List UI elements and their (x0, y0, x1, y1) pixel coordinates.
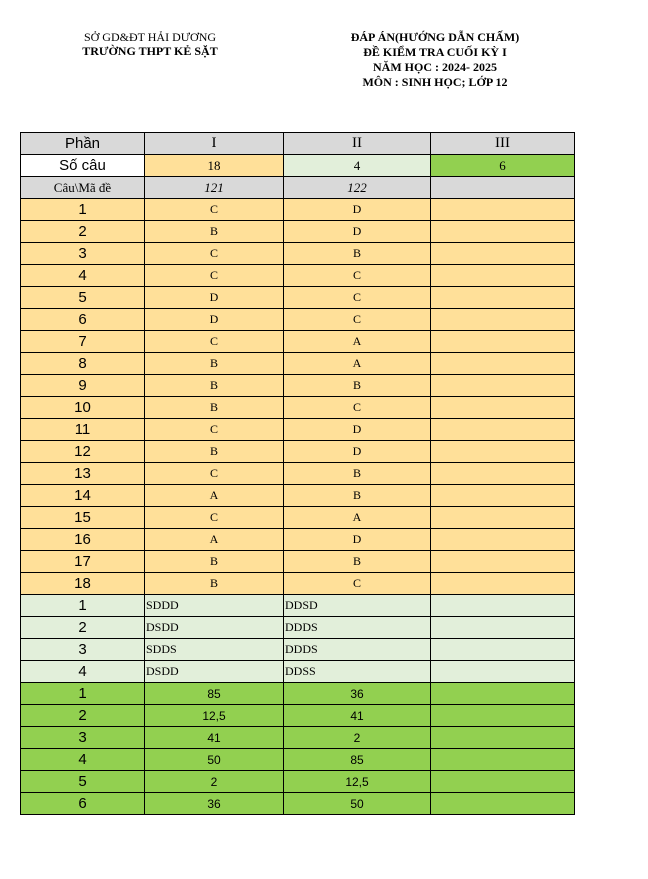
question-number-cell: 4 (21, 661, 145, 683)
answer-cell: C (284, 573, 431, 595)
answer-cell: C (145, 265, 284, 287)
answer-cell (431, 331, 575, 353)
exam-header (290, 30, 580, 90)
answer-row (21, 771, 575, 793)
answer-cell (431, 705, 575, 727)
header-cell: Phần (21, 133, 145, 155)
exam-code-cell (431, 177, 575, 199)
count-cell: 18 (145, 155, 284, 177)
answer-cell (431, 441, 575, 463)
answer-cell: 50 (145, 749, 284, 771)
question-number-cell: 5 (21, 771, 145, 793)
question-number-cell: 4 (21, 265, 145, 287)
answer-cell: SDDS (145, 639, 284, 661)
answer-row (21, 199, 575, 221)
answer-cell (431, 683, 575, 705)
answer-row (21, 727, 575, 749)
answer-cell (431, 551, 575, 573)
answer-cell (431, 661, 575, 683)
answer-row (21, 243, 575, 265)
answer-cell: C (284, 287, 431, 309)
answer-cell: A (284, 507, 431, 529)
answer-cell (431, 419, 575, 441)
answer-cell: D (284, 529, 431, 551)
answer-row (21, 705, 575, 727)
question-number-cell: 2 (21, 705, 145, 727)
answer-cell (431, 771, 575, 793)
answer-cell: D (284, 441, 431, 463)
answer-cell: D (284, 419, 431, 441)
answer-row (21, 485, 575, 507)
question-number-cell: 8 (21, 353, 145, 375)
answer-cell (431, 375, 575, 397)
question-number-cell: 7 (21, 331, 145, 353)
question-number-cell: 11 (21, 419, 145, 441)
question-number-cell: 3 (21, 639, 145, 661)
answer-cell (431, 287, 575, 309)
row-label: Số câu (21, 155, 145, 177)
answer-cell: 85 (145, 683, 284, 705)
answer-cell: B (284, 463, 431, 485)
answer-cell: B (145, 551, 284, 573)
question-number-cell: 4 (21, 749, 145, 771)
answer-cell (431, 463, 575, 485)
answer-row (21, 265, 575, 287)
question-number-cell: 1 (21, 595, 145, 617)
answer-row (21, 397, 575, 419)
question-number-cell: 12 (21, 441, 145, 463)
answer-cell: 41 (145, 727, 284, 749)
answer-row (21, 507, 575, 529)
answer-cell: 41 (284, 705, 431, 727)
answer-cell: B (284, 243, 431, 265)
answer-cell: D (284, 221, 431, 243)
answer-cell (431, 617, 575, 639)
answer-cell: 36 (284, 683, 431, 705)
exam-code-row (21, 177, 575, 199)
question-number-cell: 1 (21, 199, 145, 221)
answer-cell: DDSD (284, 595, 431, 617)
exam-code-cell: 121 (145, 177, 284, 199)
answer-cell: C (145, 463, 284, 485)
answer-cell: C (145, 199, 284, 221)
answer-cell: DSDD (145, 617, 284, 639)
answer-cell: 36 (145, 793, 284, 815)
answer-cell: C (284, 309, 431, 331)
question-number-cell: 14 (21, 485, 145, 507)
answer-row (21, 419, 575, 441)
question-number-cell: 15 (21, 507, 145, 529)
answer-cell: DSDD (145, 661, 284, 683)
answer-key-table (20, 132, 575, 815)
answer-cell: B (284, 485, 431, 507)
answer-cell (431, 265, 575, 287)
question-number-cell: 5 (21, 287, 145, 309)
answer-cell: C (145, 331, 284, 353)
answer-cell (431, 573, 575, 595)
answer-cell: A (145, 529, 284, 551)
question-count-row (21, 155, 575, 177)
answer-cell (431, 221, 575, 243)
answer-cell: 50 (284, 793, 431, 815)
exam-code-cell: 122 (284, 177, 431, 199)
answer-row (21, 331, 575, 353)
answer-cell: D (145, 309, 284, 331)
answer-cell (431, 639, 575, 661)
header-cell: III (431, 133, 575, 155)
answer-cell: SDDD (145, 595, 284, 617)
answer-cell: C (284, 397, 431, 419)
answer-row (21, 221, 575, 243)
answer-row (21, 661, 575, 683)
answer-row (21, 683, 575, 705)
answer-row (21, 551, 575, 573)
answer-cell: B (145, 375, 284, 397)
school-year: NĂM HỌC : 2024- 2025 (373, 60, 497, 74)
question-number-cell: 3 (21, 727, 145, 749)
answer-cell (431, 793, 575, 815)
answer-cell (431, 353, 575, 375)
answer-row (21, 617, 575, 639)
answer-row (21, 529, 575, 551)
answer-cell: DDDS (284, 639, 431, 661)
answer-cell (431, 507, 575, 529)
answer-cell: B (145, 353, 284, 375)
answer-cell: C (145, 419, 284, 441)
question-number-cell: 3 (21, 243, 145, 265)
answer-cell: A (145, 485, 284, 507)
answer-cell: C (145, 243, 284, 265)
question-number-cell: 2 (21, 221, 145, 243)
question-number-cell: 6 (21, 309, 145, 331)
answer-row (21, 353, 575, 375)
department-name: SỞ GD&ĐT HẢI DƯƠNG (83, 30, 217, 44)
answer-cell: C (145, 507, 284, 529)
answer-row (21, 309, 575, 331)
answer-cell: D (145, 287, 284, 309)
header-cell: I (145, 133, 284, 155)
exam-name: ĐỀ KIỂM TRA CUỐI KỲ I (363, 45, 507, 59)
answer-row (21, 463, 575, 485)
question-number-cell: 9 (21, 375, 145, 397)
answer-cell: 85 (284, 749, 431, 771)
answer-cell (431, 243, 575, 265)
answer-cell (431, 397, 575, 419)
answer-cell: C (284, 265, 431, 287)
answer-cell: B (145, 397, 284, 419)
answer-cell: B (284, 375, 431, 397)
answer-cell: 2 (145, 771, 284, 793)
answer-cell: B (284, 551, 431, 573)
answer-row (21, 573, 575, 595)
header-row (21, 133, 575, 155)
answer-cell (431, 595, 575, 617)
subject-line: MÔN : SINH HỌC; LỚP 12 (362, 75, 508, 89)
answer-row (21, 793, 575, 815)
answer-cell: A (284, 331, 431, 353)
header-cell: II (284, 133, 431, 155)
answer-cell: DDSS (284, 661, 431, 683)
school-header (50, 30, 250, 59)
answer-cell: A (284, 353, 431, 375)
row-label: Câu\Mã đề (21, 177, 145, 199)
question-number-cell: 10 (21, 397, 145, 419)
answer-row (21, 595, 575, 617)
count-cell: 4 (284, 155, 431, 177)
answer-row (21, 749, 575, 771)
answer-cell (431, 529, 575, 551)
answer-cell (431, 199, 575, 221)
answer-cell: B (145, 441, 284, 463)
answer-row (21, 441, 575, 463)
answer-cell: 12,5 (145, 705, 284, 727)
count-cell: 6 (431, 155, 575, 177)
answer-cell: DDDS (284, 617, 431, 639)
answer-row (21, 375, 575, 397)
question-number-cell: 6 (21, 793, 145, 815)
question-number-cell: 13 (21, 463, 145, 485)
question-number-cell: 18 (21, 573, 145, 595)
answer-cell: B (145, 221, 284, 243)
answer-cell: B (145, 573, 284, 595)
answer-cell (431, 485, 575, 507)
answer-cell: D (284, 199, 431, 221)
answer-cell: 2 (284, 727, 431, 749)
answer-cell (431, 727, 575, 749)
answer-cell: 12,5 (284, 771, 431, 793)
answer-row (21, 287, 575, 309)
question-number-cell: 16 (21, 529, 145, 551)
question-number-cell: 1 (21, 683, 145, 705)
doc-title: ĐÁP ÁN(HƯỚNG DẪN CHẤM) (350, 30, 520, 44)
question-number-cell: 2 (21, 617, 145, 639)
answer-cell (431, 749, 575, 771)
answer-cell (431, 309, 575, 331)
question-number-cell: 17 (21, 551, 145, 573)
answer-row (21, 639, 575, 661)
school-name: TRƯỜNG THPT KẺ SẶT (82, 44, 218, 58)
